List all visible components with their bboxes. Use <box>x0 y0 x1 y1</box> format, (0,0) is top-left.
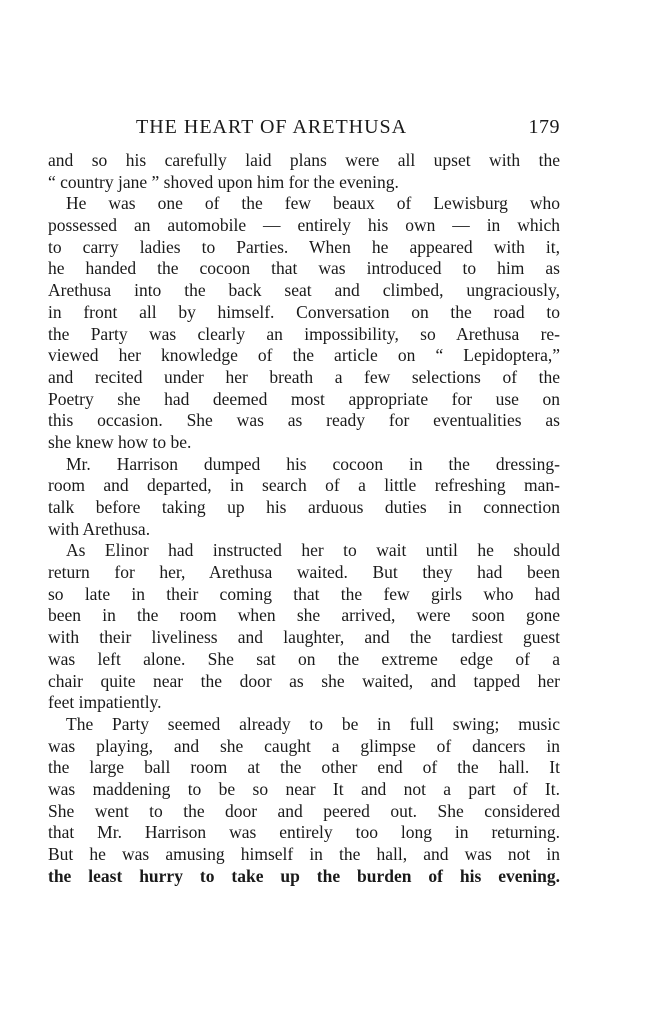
text-line: Mr. Harrison dumped his cocoon in the dressing- <box>66 453 560 474</box>
text-line: She went to the door and peered out. She considered <box>48 800 560 821</box>
text-line: she knew how to be. <box>48 431 192 452</box>
page-number: 179 <box>528 116 560 138</box>
text-line: and so his carefully laid plans were all upset with the <box>48 150 560 170</box>
text-line: with Arethusa. <box>48 518 151 539</box>
text-line: and recited under her breath a few selections of the <box>48 366 560 387</box>
text-line: He was one of the few beaux of Lewisburg who <box>66 193 560 214</box>
text-line: feet impatiently. <box>48 692 162 713</box>
running-head <box>48 116 560 144</box>
text-line: the large ball room at the other end of the hall. It <box>48 757 560 778</box>
text-line: was playing, and she caught a glimpse of dancers in <box>48 735 560 756</box>
text-line: viewed her knowledge of the article on “ Lepidoptera,” <box>48 345 560 366</box>
text-line: the least hurry to take up the burden of his evening. <box>48 865 560 886</box>
text-line: in front all by himself. Conversation on the road to <box>48 301 560 322</box>
text-line: return for her, Arethusa waited. But they had been <box>48 562 560 583</box>
text-line: with their liveliness and laughter, and the tardiest guest <box>48 627 560 648</box>
text-line: was left alone. She sat on the extreme edge of a <box>48 648 560 669</box>
text-line: to carry ladies to Parties. When he appeared with it, <box>48 236 560 257</box>
text-line: was maddening to be so near It and not a part of It. <box>48 778 560 799</box>
text-line: talk before taking up his arduous duties in connection <box>48 497 560 517</box>
running-head-title: THE HEART OF ARETHUSA <box>136 116 408 138</box>
text-line: that Mr. Harrison was entirely too long in returning. <box>48 822 560 843</box>
text-line: chair quite near the door as she waited, and tapped her <box>48 670 560 691</box>
text-line: Poetry she had deemed most appropriate for use on <box>48 388 560 409</box>
text-line: possessed an automobile — entirely his own — in which <box>48 215 560 236</box>
text-line: But he was amusing himself in the hall, and was not in <box>48 844 560 864</box>
text-line: he handed the cocoon that was introduced to him as <box>48 258 560 279</box>
text-line: “ country jane ” shoved upon him for the evening. <box>48 171 399 192</box>
text-line: been in the room when she arrived, were soon gone <box>48 605 560 626</box>
body-text <box>48 150 560 887</box>
text-line: Arethusa into the back seat and climbed, ungraciously, <box>48 280 560 301</box>
text-line: room and departed, in search of a little refreshing man- <box>48 475 560 496</box>
text-line: the Party was clearly an impossibility, so Arethusa re- <box>48 323 560 344</box>
text-line: The Party seemed already to be in full swing; music <box>66 713 560 734</box>
text-line: so late in their coming that the few girls who had <box>48 583 560 604</box>
text-line: As Elinor had instructed her to wait until he should <box>66 540 560 561</box>
text-line: this occasion. She was as ready for eventualities as <box>48 410 560 431</box>
